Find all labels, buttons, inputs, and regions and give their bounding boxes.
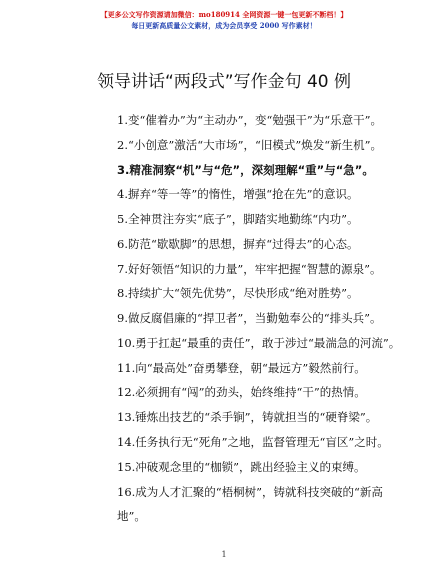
list-item: 12.必须拥有“闯”的劲头，始终维持“干”的热情。 <box>117 385 366 399</box>
list-item: 11.向“最高处”奋勇攀登，朝“最远方”毅然前行。 <box>117 361 366 375</box>
document-title: 领导讲话“两段式”写作金句 40 例 <box>96 72 352 92</box>
list-item: 13.锤炼出技艺的“杀手锏”，铸就担当的“硬脊梁”。 <box>117 410 378 424</box>
list-item: 3.精准洞察“机”与“危”，深刻理解“重”与“急”。 <box>117 163 374 177</box>
list-item: 9.做反腐倡廉的“捍卫者”，当勤勉奉公的“排头兵”。 <box>117 311 382 325</box>
list-item: 7.好好领悟“知识的力量”，牢牢把握“智慧的源泉”。 <box>117 262 382 276</box>
list-item: 1.变“催着办”为“主动办”，变“勉强干”为“乐意干”。 <box>117 113 383 127</box>
list-item: 15.冲破观念里的“枷锁”，跳出经验主义的束缚。 <box>117 460 366 474</box>
list-item: 8.持续扩大“领先优势”，尽快形成“绝对胜势”。 <box>117 286 359 300</box>
list-item: 2.“小创意”激活“大市场”，“旧模式”焕发“新生机”。 <box>117 138 383 152</box>
list-item: 14.任务执行无“死角”之地，监督管理无“盲区”之时。 <box>117 435 389 449</box>
promo-banner-line2: 每日更新高质量公文素材，成为会员享受 2000 写作素材！ <box>131 21 317 30</box>
list-item: 4.摒弃“等一等”的惰性，增强“抢在先”的意识。 <box>117 187 359 201</box>
promo-banner-line1: 【更多公文写作资源请加微信：mo180914 全网资源一键一包更新不断档！】 <box>100 10 348 19</box>
list-item: 16.成为人才汇聚的“梧桐树”，铸就科技突破的“新高地”。 <box>117 485 383 523</box>
page-number: 1 <box>221 550 227 559</box>
list-item: 10.勇于扛起“最重的责任”，敢于涉过“最湍急的河流”。 <box>117 336 401 350</box>
list-item: 5.全神贯注夯实“底子”，脚踏实地勤练“内功”。 <box>117 212 359 226</box>
list-item: 6.防范“歇歇脚”的思想，摒弃“过得去”的心态。 <box>117 237 359 251</box>
